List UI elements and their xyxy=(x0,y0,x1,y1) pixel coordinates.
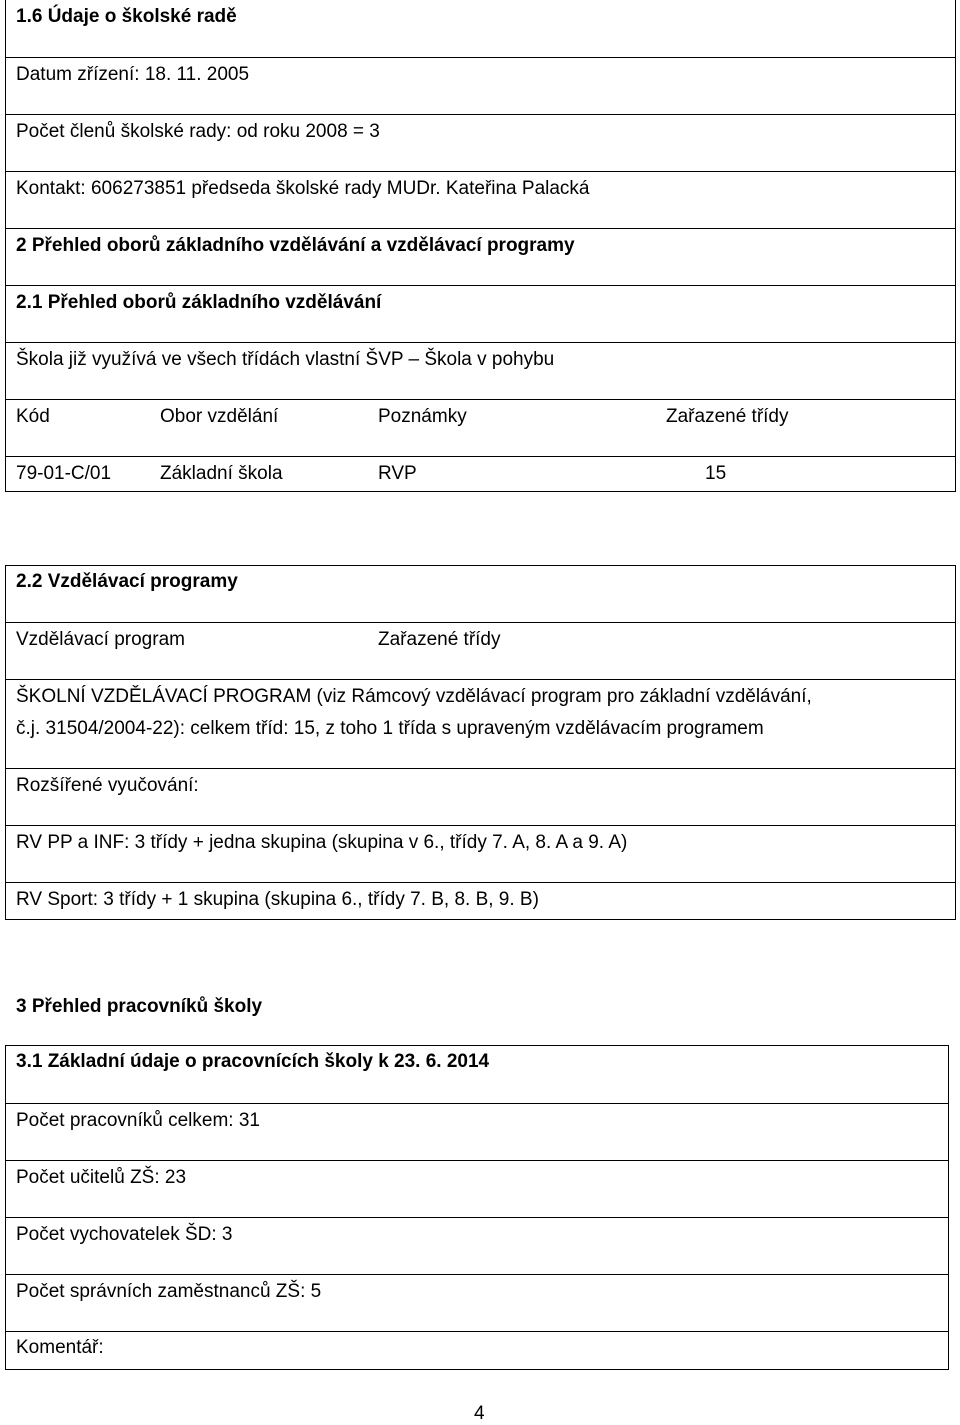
staff-table xyxy=(5,1045,949,1370)
col-header-program: Vzdělávací program xyxy=(16,629,185,650)
programs-heading-row xyxy=(6,566,955,623)
educators-row xyxy=(6,1218,948,1275)
cell-field: Základní škola xyxy=(160,463,283,484)
admin-staff-row xyxy=(6,1275,948,1332)
teachers-count: Počet učitelů ZŠ: 23 xyxy=(16,1167,187,1188)
rv-sport-row xyxy=(6,883,955,921)
admin-staff-count: Počet správních zaměstnanců ZŠ: 5 xyxy=(16,1281,322,1302)
teachers-row xyxy=(6,1161,948,1218)
cell-notes: RVP xyxy=(378,463,417,484)
cell-classes: 15 xyxy=(705,463,727,484)
school-board-heading-row xyxy=(6,0,955,58)
table-row xyxy=(6,457,955,500)
overview-subheading: 2.1 Přehled oborů základního vzdělávání xyxy=(16,292,382,313)
cell-code: 79-01-C/01 xyxy=(16,463,112,484)
page-number: 4 xyxy=(474,1403,485,1424)
svp-line-2: č.j. 31504/2004-22): celkem tříd: 15, z toho 1 třída s upraveným vzdělávacím programem xyxy=(16,718,764,739)
founded-date: Datum zřízení: 18. 11. 2005 xyxy=(16,64,250,85)
staff-subheading: 3.1 Základní údaje o pracovnících školy k 23. 6. 2014 xyxy=(16,1051,490,1072)
svp-line-1: ŠKOLNÍ VZDĚLÁVACÍ PROGRAM (viz Rámcový vzdělávací program pro základní vzdělávání, xyxy=(16,686,812,707)
col-header-code: Kód xyxy=(16,406,50,427)
col-header-assigned-classes: Zařazené třídy xyxy=(378,629,501,650)
overview-subheading-row xyxy=(6,286,955,343)
school-board-heading: 1.6 Údaje o školské radě xyxy=(16,6,237,27)
col-header-notes: Poznámky xyxy=(378,406,467,427)
comment-label: Komentář: xyxy=(16,1337,104,1358)
table-header-row xyxy=(6,400,955,457)
extended-row xyxy=(6,769,955,826)
rv-pp-inf: RV PP a INF: 3 třídy + jedna skupina (skupina v 6., třídy 7. A, 8. A a 9. A) xyxy=(16,832,628,853)
programs-heading: 2.2 Vzdělávací programy xyxy=(16,571,238,592)
col-header-field: Obor vzdělání xyxy=(160,406,279,427)
staff-total-row xyxy=(6,1104,948,1161)
staff-subheading-row xyxy=(6,1046,948,1104)
staff-heading: 3 Přehled pracovníků školy xyxy=(16,996,263,1017)
educators-count: Počet vychovatelek ŠD: 3 xyxy=(16,1224,233,1245)
rv-sport: RV Sport: 3 třídy + 1 skupina (skupina 6., třídy 7. B, 8. B, 9. B) xyxy=(16,889,539,910)
col-header-classes: Zařazené třídy xyxy=(666,406,789,427)
rv-pp-row xyxy=(6,826,955,883)
board-members-count: Počet členů školské rady: od roku 2008 = 3 xyxy=(16,121,380,142)
overview-heading: 2 Přehled oborů základního vzdělávání a vzdělávací programy xyxy=(16,235,575,256)
programs-table xyxy=(5,565,956,920)
comment-row xyxy=(6,1332,948,1369)
svp-row xyxy=(6,680,955,769)
board-contact: Kontakt: 606273851 předseda školské rady MUDr. Kateřina Palacká xyxy=(16,178,590,199)
programs-header-row xyxy=(6,623,955,680)
members-row xyxy=(6,115,955,172)
svp-note: Škola již využívá ve všech třídách vlastní ŠVP – Škola v pohybu xyxy=(16,349,555,370)
school-board-and-overview-table xyxy=(5,0,956,492)
staff-total: Počet pracovníků celkem: 31 xyxy=(16,1110,260,1131)
extended-teaching-label: Rozšířené vyučování: xyxy=(16,775,199,796)
overview-heading-row xyxy=(6,229,955,286)
svp-note-row xyxy=(6,343,955,400)
contact-row xyxy=(6,172,955,229)
founded-row xyxy=(6,58,955,115)
